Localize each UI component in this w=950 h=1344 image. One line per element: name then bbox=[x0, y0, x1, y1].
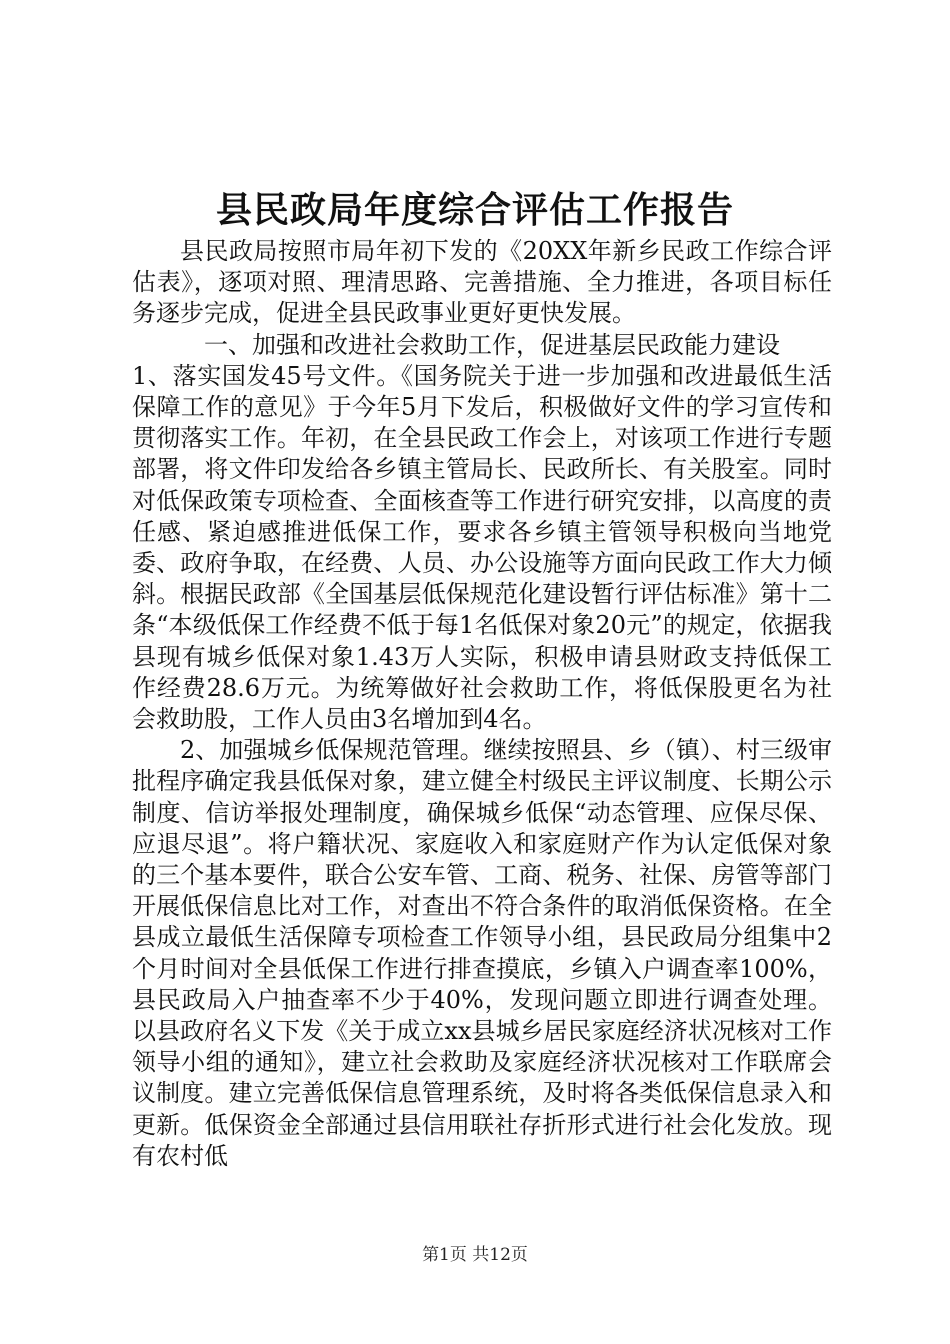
paragraph-item-1: 1、落实国发45号文件。《国务院关于进一步加强和改进最低生活保障工作的意见》于今年5月下发后，积极做好文件的学习宣传和贯彻落实工作。年初，在全县民政工作会上，对该项工作进行专题部署，将文件印发给各乡镇主管局长、民政所长、有关股室。同时对低保政策专项检查、全面核查等工作进行研究安排，以高度的责任感、紧迫感推进低保工作，要求各乡镇主管领导积极向当地党委、政府争取，在经费、人员、办公设施等方面向民政工作大力倾斜。根据民政部《全国基层低保规范化建设暂行评估标准》第十二条“本级低保工作经费不低于每1名低保对象20元”的规定，依据我县现有城乡低保对象1.43万人实际，积极申请县财政支持低保工作经费28.6万元。为统筹做好社会救助工作，将低保股更名为社会救助股，工作人员由3名增加到4名。 bbox=[132, 361, 832, 734]
paragraph-item-2: 2、加强城乡低保规范管理。继续按照县、乡（镇）、村三级审批程序确定我县低保对象，建立健全村级民主评议制度、长期公示制度、信访举报处理制度，确保城乡低保“动态管理、应保尽保、应退尽退”。将户籍状况、家庭收入和家庭财产作为认定低保对象的三个基本要件，联合公安车管、工商、税务、社保、房管等部门开展低保信息比对工作，对查出不符合条件的取消低保资格。在全县成立最低生活保障专项检查工作领导小组，县民政局分组集中2个月时间对全县低保工作进行排查摸底，乡镇入户调查率100%，县民政局入户抽查率不少于40%，发现问题立即进行调查处理。以县政府名义下发《关于成立xx县城乡居民家庭经济状况核对工作领导小组的通知》，建立社会救助及家庭经济状况核对工作联席会议制度。建立完善低保信息管理系统，及时将各类低保信息录入和更新。低保资金全部通过县信用联社存折形式进行社会化发放。现有农村低 bbox=[132, 736, 832, 1170]
document-title: 县民政局年度综合评估工作报告 bbox=[215, 189, 734, 231]
section-heading-1: 一、加强和改进社会救助工作，促进基层民政能力建设 bbox=[204, 330, 780, 359]
page-number-footer: 第1页 共12页 bbox=[422, 1245, 528, 1265]
document-body bbox=[132, 236, 832, 1172]
paragraph-intro: 县民政局按照市局年初下发的《20XX年新乡民政工作综合评估表》，逐项对照、理清思路、完善措施、全力推进，各项目标任务逐步完成，促进全县民政事业更好更快发展。 bbox=[132, 237, 832, 328]
